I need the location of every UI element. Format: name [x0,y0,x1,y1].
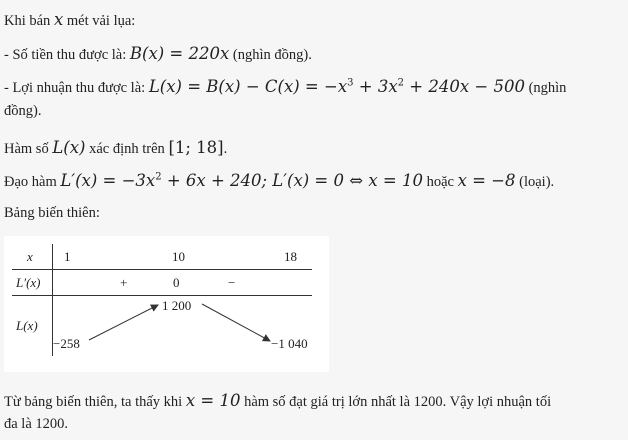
revenue-formula: B(x) = 220x [129,44,230,63]
conclusion-line-1: Từ bảng biến thiên, ta thấy khi x = 10 hàm số đạt giá trị lớn nhất là 1200. Vậy lợi nhuận tối [4,391,552,410]
rejected-root: x = −8 [457,171,516,190]
x-value-1: 1 [64,249,71,264]
derivative-line: Đạo hàm $L'(x) = -3x^2 + 6x + 240$; L′(x) = 0 ⇔ x = 10 hoặc x = −8 (loại). [4,171,555,190]
intro-line: Khi bán x mét vải lụa: [4,10,136,29]
domain-line: Hàm số L(x) xác định trên [1; 18]. [4,138,228,157]
end-value: −1 040 [271,336,308,351]
function-name: L(x) [52,138,86,157]
function-label: L(x) [16,318,38,333]
optimal-x: x = 10 [185,391,241,410]
sign-zero: 0 [173,275,180,290]
table-heading: Bảng biến thiên: [4,205,100,221]
variation-arrows [4,236,329,372]
profit-line-cont: đồng). [4,103,42,119]
conclusion-line-2: đa là 1200. [4,416,69,432]
derivative-formula: $L'(x) = -3x^2 + 6x + 240$; L′(x) = 0 ⇔ x = 10 [60,171,423,190]
x-value-18: 18 [284,249,297,264]
max-value: 1 200 [162,298,192,313]
profit-line: - Lợi nhuận thu được là: $L(x) = B(x) - C(x) = -x^3 + 3x^2 + 240x - 500$ (nghìn [4,77,567,96]
increasing-arrow [89,305,158,340]
interval: [1; 18] [168,138,224,157]
profit-formula: $L(x) = B(x) - C(x) = -x^3 + 3x^2 + 240x - 500$ [148,77,525,96]
variable-x: x [53,10,64,29]
variation-table [4,236,329,372]
x-value-10: 10 [172,249,185,264]
start-value: −258 [53,336,80,351]
derivative-label: L′(x) [16,275,41,290]
sign-plus: + [120,275,128,290]
revenue-line: - Số tiền thu được là: B(x) = 220x (nghìn đồng). [4,44,312,63]
sign-minus: − [228,275,236,290]
x-label: x [27,249,33,264]
decreasing-arrow [202,304,270,341]
